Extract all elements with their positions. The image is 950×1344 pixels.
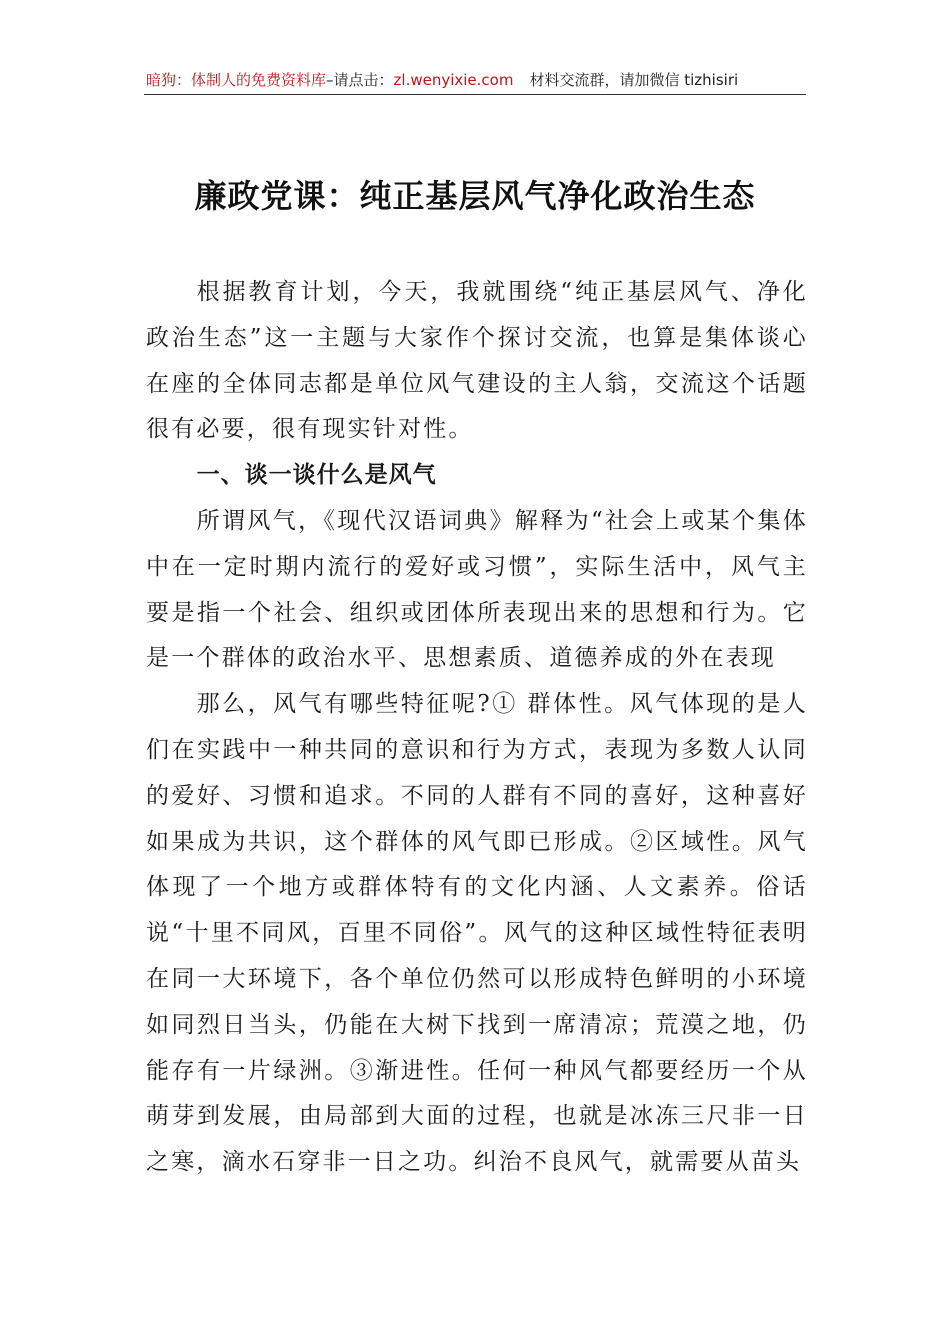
- document-title: 廉政党课：纯正基层风气净化政治生态: [194, 177, 756, 215]
- paragraph-characteristics: 那么，风气有哪些特征呢?① 群体性。风气体现的是人们在实践中一种共同的意识和行为方式，表现为多数人认同的爱好、习惯和追求。不同的人群有不同的喜好，这种喜好如果成为共识，这个群体的风气即已形成。②区域性。风气体现了一个地方或群体特有的文化内涵、人文素养。俗话说“十里不同风，百里不同俗”。风气的这种区域性特征表明在同一大环境下，各个单位仍然可以形成特色鲜明的小环境如同烈日当头，仍能在大树下找到一席清凉；荒漠之地，仍能存有一片绿洲。③渐进性。任何一种风气都要经历一个从萌芽到发展，由局部到大面的过程，也就是冰冻三尺非一日之寒，滴水石穿非一日之功。纠治不良风气，就需要从苗头: [146, 691, 808, 1176]
- section-heading-1: 一、谈一谈什么是风气: [196, 462, 437, 489]
- header-group-note: 材料交流群，请加微信 tizhisiri: [529, 71, 739, 89]
- paragraph-intro: 根据教育计划，今天，我就围绕“纯正基层风气、净化政治生态”这一主题与大家作个探讨交流，也算是集体谈心在座的全体同志都是单位风气建设的主人翁，交流这个话题很有必要，很有现实针对性。: [146, 279, 808, 443]
- header-divider: [144, 94, 806, 95]
- header-click-prompt: –请点击：: [326, 71, 394, 89]
- page-header: [146, 66, 806, 94]
- paragraph-definition: 所谓风气，《现代汉语词典》解释为“社会上或某个集体中在一定时期内流行的爱好或习惯”，实际生活中，风气主要是指一个社会、组织或团体所表现出来的思想和行为。它是一个群体的政治水平、思想素质、道德养成的外在表现: [146, 507, 808, 672]
- header-url-link[interactable]: zl.wenyixie.com: [393, 71, 514, 89]
- header-brand: 暗狗：体制人的免费资料库: [146, 71, 327, 89]
- document-body: [146, 270, 808, 1186]
